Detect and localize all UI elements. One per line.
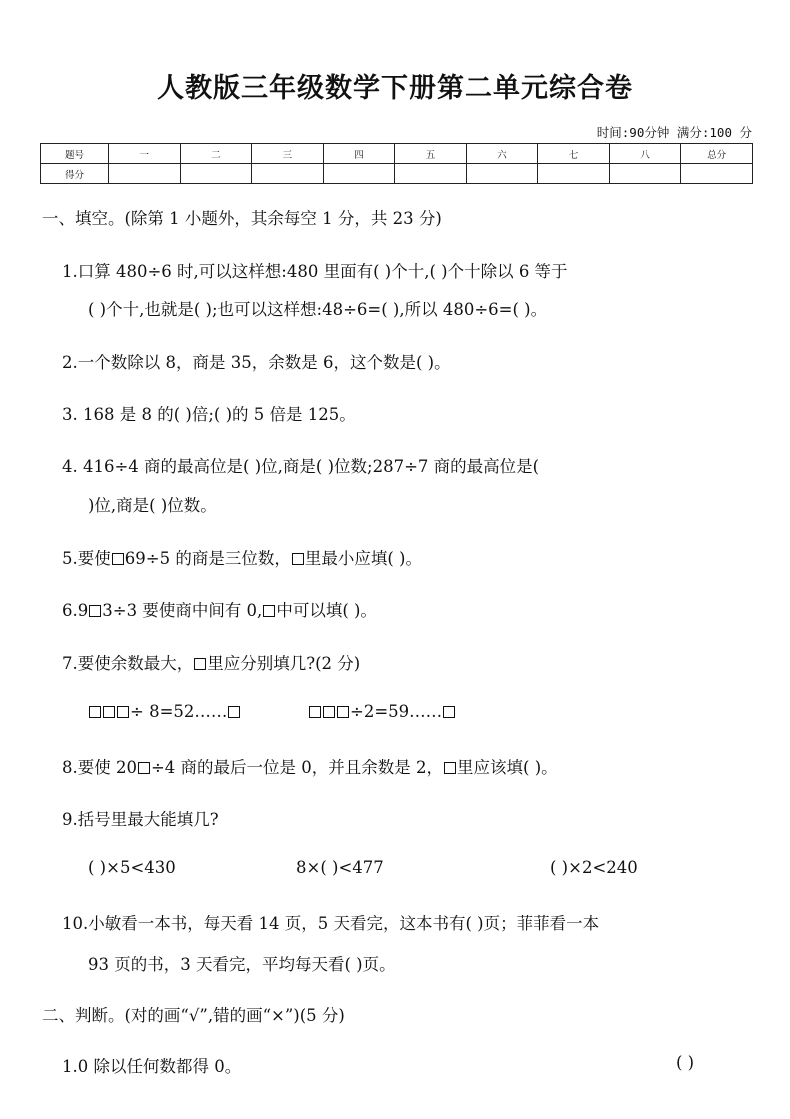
score-row-label: 得分	[41, 164, 109, 184]
score-table-score-row	[41, 164, 753, 184]
score-header-cell: 六	[466, 144, 538, 164]
score-header-cell: 八	[609, 144, 681, 164]
question-4-line-2: )位,商是( )位数。	[88, 496, 217, 515]
question-7-expression-1	[88, 702, 241, 721]
score-cell[interactable]	[538, 164, 610, 184]
exam-title: 人教版三年级数学下册第二单元综合卷	[157, 73, 633, 104]
score-cell[interactable]	[681, 164, 753, 184]
blank-box[interactable]	[138, 762, 150, 774]
blank-box[interactable]	[443, 706, 455, 718]
score-header-cell: 题号	[41, 144, 109, 164]
question-6	[62, 597, 377, 621]
question-7-expression-2	[308, 702, 456, 721]
blank-box[interactable]	[323, 706, 335, 718]
question-7	[62, 650, 360, 674]
blank-box[interactable]	[117, 706, 129, 718]
judge-answer-parentheses[interactable]: ( )	[676, 1053, 695, 1072]
question-7-expr1-text: ÷ 8=52……	[130, 702, 228, 721]
score-header-cell: 一	[109, 144, 181, 164]
question-1-line-2: ( )个十,也就是( );也可以这样想:48÷6=( ),所以 480÷6=( )。	[88, 300, 548, 319]
score-cell[interactable]	[252, 164, 324, 184]
question-6-text-a: 6.9	[62, 601, 89, 620]
score-table-header-row	[41, 144, 753, 164]
judge-question-1: 1.0 除以任何数都得 0。	[62, 1057, 242, 1076]
blank-box[interactable]	[89, 605, 101, 617]
question-1-line-1: 1.口算 480÷6 时,可以这样想:480 里面有( )个十,( )个十除以 6 等于	[62, 262, 568, 281]
question-4-line-1: 4. 416÷4 商的最高位是( )位,商是( )位数;287÷7 商的最高位是(	[62, 457, 540, 476]
score-cell[interactable]	[323, 164, 395, 184]
blank-box[interactable]	[309, 706, 321, 718]
question-8-text-c: 里应该填( )。	[457, 758, 558, 777]
blank-box[interactable]	[103, 706, 115, 718]
question-7-text-b: 里应分别填几?(2 分)	[207, 654, 361, 673]
score-cell[interactable]	[109, 164, 181, 184]
question-9-expression-1: ( )×5<430	[88, 858, 176, 877]
question-10-line-2: 93 页的书，3 天看完，平均每天看( )页。	[88, 955, 396, 974]
question-9-expression-2: 8×( )<477	[296, 858, 384, 877]
score-table	[40, 143, 753, 184]
section2-title: 二、判断。(对的画“√”,错的画“×”)(5 分)	[42, 1006, 345, 1025]
blank-box[interactable]	[112, 553, 124, 565]
score-header-cell: 五	[395, 144, 467, 164]
blank-box[interactable]	[194, 658, 206, 670]
question-3: 3. 168 是 8 的( )倍;( )的 5 倍是 125。	[62, 405, 356, 424]
question-6-text-c: 中可以填( )。	[276, 601, 377, 620]
question-2: 2.一个数除以 8，商是 35，余数是 6，这个数是( )。	[62, 353, 451, 372]
blank-box[interactable]	[263, 605, 275, 617]
question-8-text-b: ÷4 商的最后一位是 0，并且余数是 2，	[150, 758, 444, 777]
blank-box[interactable]	[89, 706, 101, 718]
question-5-text-a: 5.要使	[62, 549, 111, 568]
score-cell[interactable]	[180, 164, 252, 184]
question-9: 9.括号里最大能填几?	[62, 810, 219, 829]
question-10-line-1: 10.小敏看一本书，每天看 14 页，5 天看完，这本书有( )页；菲菲看一本	[62, 914, 600, 933]
section1-title: 一、填空。(除第 1 小题外，其余每空 1 分，共 23 分)	[42, 209, 442, 228]
score-header-cell: 二	[180, 144, 252, 164]
time-info: 时间:90分钟 满分:100 分	[596, 125, 752, 140]
score-header-cell: 三	[252, 144, 324, 164]
question-9-expression-3: ( )×2<240	[550, 858, 638, 877]
score-cell[interactable]	[609, 164, 681, 184]
question-5	[62, 545, 422, 569]
blank-box[interactable]	[292, 553, 304, 565]
question-8	[62, 754, 558, 778]
question-7-text-a: 7.要使余数最大，	[62, 654, 194, 673]
score-header-cell: 七	[538, 144, 610, 164]
question-7-expr2-text: ÷2=59……	[350, 702, 443, 721]
score-header-cell: 四	[323, 144, 395, 164]
score-cell[interactable]	[395, 164, 467, 184]
score-header-cell: 总分	[681, 144, 753, 164]
question-6-text-b: 3÷3 要使商中间有 0,	[102, 601, 263, 620]
question-5-text-b: 69÷5 的商是三位数，	[124, 549, 291, 568]
blank-box[interactable]	[228, 706, 240, 718]
question-8-text-a: 8.要使 20	[62, 758, 137, 777]
question-5-text-c: 里最小应填( )。	[304, 549, 422, 568]
blank-box[interactable]	[444, 762, 456, 774]
score-cell[interactable]	[466, 164, 538, 184]
blank-box[interactable]	[337, 706, 349, 718]
